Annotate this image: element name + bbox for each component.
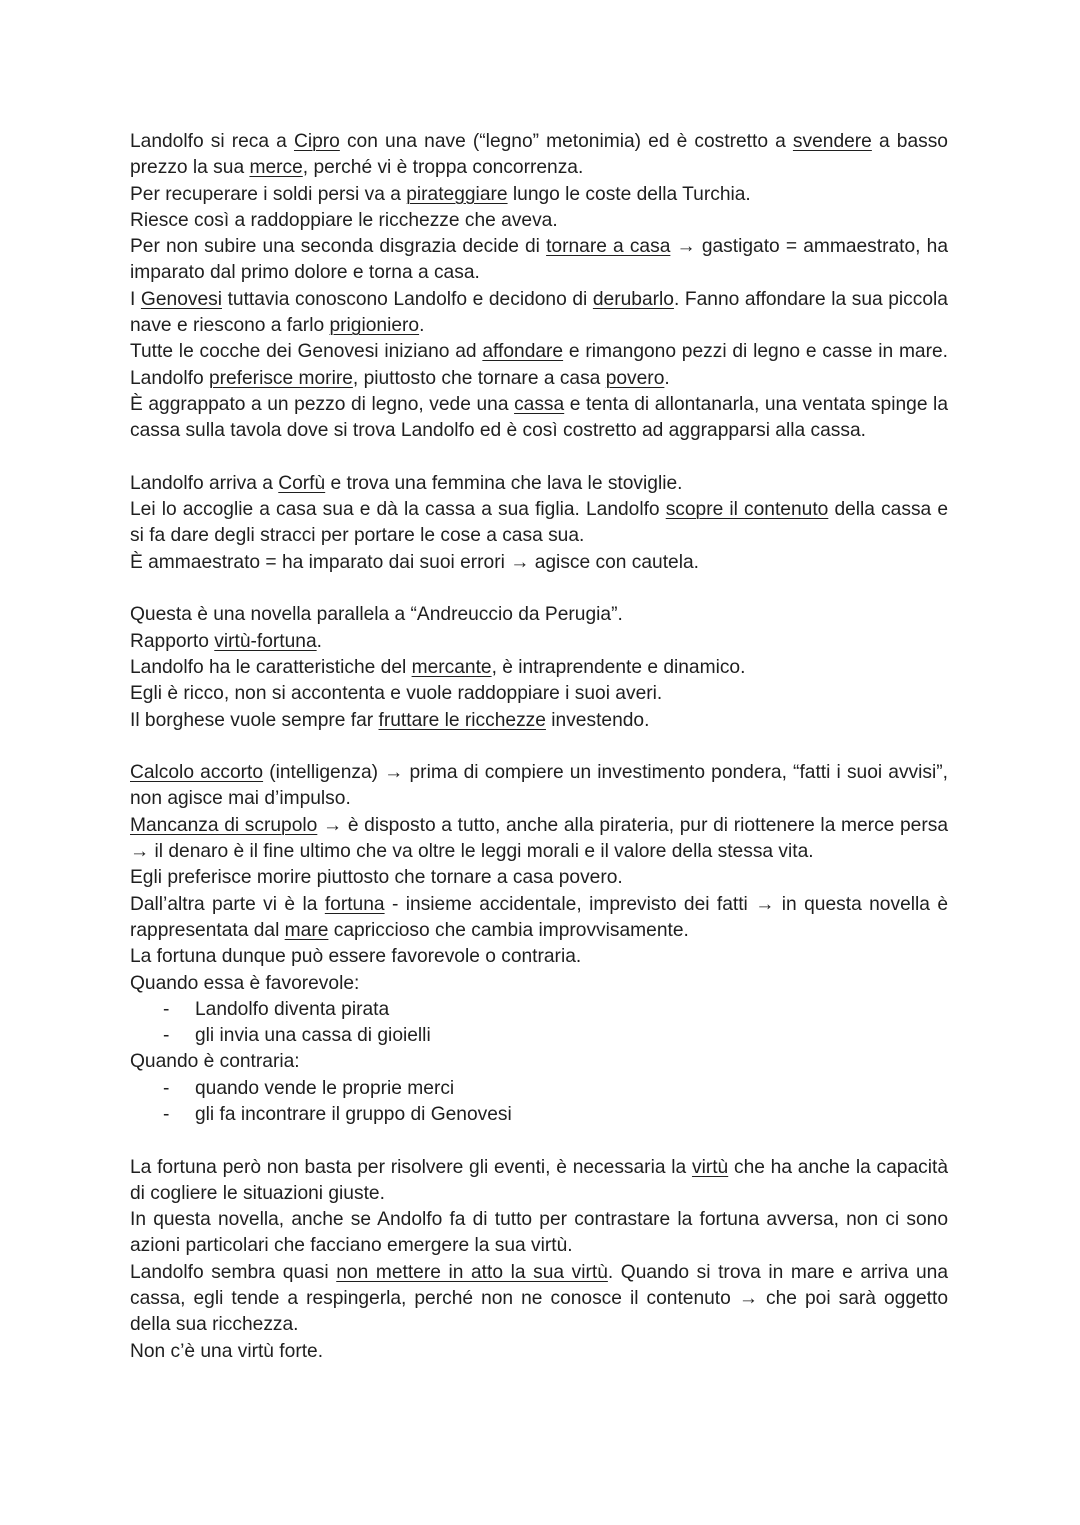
paragraph (130, 339, 948, 392)
underlined-term: Calcolo accorto (130, 762, 264, 784)
text-run: Non c’è una virtù forte. (130, 1340, 324, 1362)
contrary-list (130, 1076, 948, 1129)
paragraph (130, 208, 948, 234)
section-virtue (130, 1155, 948, 1365)
paragraph (130, 550, 948, 576)
paragraph (130, 602, 948, 628)
paragraph (130, 944, 948, 970)
text-run: . (316, 630, 322, 652)
paragraph (130, 892, 948, 945)
text-run: La fortuna però non basta per risolvere gli eventi, è necessaria la (130, 1156, 692, 1178)
text-run: (intelligenza) → prima di compiere un investimento pondera, “fatti i suoi avvisi”, non agisce mai d’impulso. (130, 762, 948, 810)
underlined-term: Mancanza di scrupolo (130, 814, 318, 836)
paragraph (130, 1207, 948, 1260)
paragraph-gap (130, 576, 948, 602)
list-item: - gli invia una cassa di gioielli (195, 1023, 948, 1049)
text-run: con una nave (“legno” metonimia) ed è costretto a (339, 131, 793, 152)
text-run: I (130, 288, 141, 310)
text-run: Per recuperare i soldi persi va a (130, 183, 407, 205)
text-run: e tenta di allontanarla, una ventata spinge la cassa sulla tavola dove si trova Landolfo ed è così costretto ad aggrapparsi alla cassa. (130, 393, 948, 442)
text-run: - insieme accidentale, imprevisto dei fatti → in questa novella è rappresentata dal (130, 893, 949, 941)
underlined-term: prigioniero (329, 315, 420, 337)
underlined-term: scopre il contenuto (665, 499, 829, 521)
text-run: , piuttosto che tornare a casa (352, 367, 606, 389)
paragraph-gap (130, 445, 948, 471)
text-run: È aggrappato a un pezzo di legno, vede una (130, 393, 515, 415)
text-run: Landolfo arriva a (130, 472, 279, 494)
underlined-term: Genovesi (140, 288, 222, 310)
text-run: Landolfo si reca a (130, 131, 294, 152)
text-run: Riesce così a raddoppiare le ricchezze che aveva. (130, 209, 558, 231)
text-run: Egli è ricco, non si accontenta e vuole raddoppiare i suoi averi. (130, 683, 663, 705)
paragraph (130, 1155, 948, 1208)
paragraph (130, 182, 948, 208)
text-run: investendo. (545, 709, 650, 731)
text-run: Quando essa è favorevole: (130, 972, 360, 994)
text-run: Per non subire una seconda disgrazia decide di (130, 236, 547, 258)
text-run: Tutte le cocche dei Genovesi iniziano ad (130, 341, 483, 363)
text-run: → gastigato = ammaestrato, ha imparato dal primo dolore e torna a casa. (130, 236, 948, 284)
underlined-term: preferisce morire (208, 367, 353, 389)
underlined-term: pirateggiare (406, 183, 508, 205)
paragraph (130, 392, 948, 445)
list-item: - gli fa incontrare il gruppo di Genovesi (195, 1102, 948, 1128)
paragraph (130, 813, 948, 866)
paragraph (130, 234, 948, 287)
text-run: tuttavia conoscono Landolfo e decidono di (221, 288, 593, 310)
text-run: , perché vi è troppa concorrenza. (302, 157, 584, 179)
underlined-term: svendere (792, 131, 872, 152)
text-run: e rimangono pezzi di legno e casse in mare. Landolfo (130, 341, 948, 389)
paragraph (130, 655, 948, 681)
text-run: che ha anche la capacità di cogliere le situazioni giuste. (130, 1156, 948, 1204)
text-run: È ammaestrato = ha imparato dai suoi errori → agisce con cautela. (130, 551, 699, 573)
section-corfu (130, 471, 948, 576)
text-run: Lei lo accoglie a casa sua e dà la cassa a sua figlia. Landolfo (130, 499, 666, 521)
underlined-term: affondare (482, 341, 564, 363)
paragraph (130, 497, 948, 550)
underlined-term: fruttare le ricchezze (378, 709, 546, 731)
text-run: lungo le coste della Turchia. (507, 183, 751, 205)
paragraph (130, 681, 948, 707)
underlined-term: merce (249, 157, 303, 179)
text-run: a basso prezzo la sua (130, 131, 948, 179)
text-run: capriccioso che cambia improvvisamente. (328, 919, 689, 941)
document-page (130, 129, 948, 1365)
underlined-term: virtù-fortuna (214, 630, 317, 652)
favorable-list (130, 997, 948, 1050)
underlined-term: mare (284, 919, 329, 941)
list-item: - Landolfo diventa pirata (195, 997, 948, 1023)
paragraph (130, 708, 948, 734)
underlined-term: povero (605, 367, 665, 389)
text-run: La fortuna dunque può essere favorevole o contraria. (130, 946, 582, 968)
text-run: Quando è contraria: (130, 1051, 300, 1073)
list-item: - quando vende le proprie merci (195, 1076, 948, 1102)
paragraph (130, 1260, 948, 1339)
text-run: Landolfo ha le caratteristiche del (130, 656, 412, 678)
text-run: Il borghese vuole sempre far (130, 709, 379, 731)
underlined-term: non mettere in atto la sua virtù (336, 1261, 608, 1283)
text-run: , è intraprendente e dinamico. (491, 656, 746, 678)
paragraph (130, 629, 948, 655)
paragraph (130, 971, 948, 997)
text-run: Questa è una novella parallela a “Andreuccio da Perugia”. (130, 604, 623, 626)
underlined-term: Corfù (278, 472, 326, 494)
text-run: . Quando si trova in mare e arriva una cassa, egli tende a respingerla, perché non ne conosce il contenuto → che poi sarà oggetto della sua ricchezza. (130, 1261, 948, 1336)
underlined-term: virtù (691, 1156, 729, 1178)
underlined-term: tornare a casa (546, 236, 671, 258)
text-run: . Fanno affondare la sua piccola nave e riescono a farlo (130, 288, 948, 337)
paragraph (130, 129, 948, 182)
text-run: Rapporto (130, 630, 215, 652)
section-analysis (130, 602, 948, 733)
text-run: . (419, 315, 425, 337)
text-run: . (664, 367, 670, 389)
underlined-term: derubarlo (592, 288, 674, 310)
underlined-term: Cipro (293, 131, 340, 152)
text-run: Egli preferisce morire piuttosto che tornare a casa povero. (130, 867, 623, 889)
paragraph (130, 1049, 948, 1075)
underlined-term: fortuna (324, 893, 385, 915)
paragraph (130, 471, 948, 497)
paragraph (130, 287, 948, 340)
underlined-term: mercante (411, 656, 492, 678)
underlined-term: cassa (514, 393, 565, 415)
paragraph-gap (130, 1128, 948, 1154)
paragraph-gap (130, 734, 948, 760)
text-run: Dall’altra parte vi è la (130, 893, 325, 915)
text-run: della cassa e si fa dare degli stracci per portare le cose a casa sua. (130, 499, 948, 547)
paragraph (130, 865, 948, 891)
text-run: In questa novella, anche se Andolfo fa di tutto per contrastare la fortuna avversa, non ci sono azioni particolari che facciano emergere la sua virtù. (130, 1209, 948, 1257)
text-run: e trova una femmina che lava le stoviglie. (325, 472, 683, 494)
text-run: Landolfo sembra quasi (130, 1261, 337, 1283)
paragraph (130, 1339, 948, 1365)
paragraph (130, 760, 948, 813)
section-fortune (130, 760, 948, 1128)
section-shipwreck (130, 129, 948, 445)
text-run: → è disposto a tutto, anche alla pirateria, pur di riottenere la merce persa → il denaro è il fine ultimo che va oltre le leggi morali e il valore della stessa vita. (130, 814, 948, 863)
